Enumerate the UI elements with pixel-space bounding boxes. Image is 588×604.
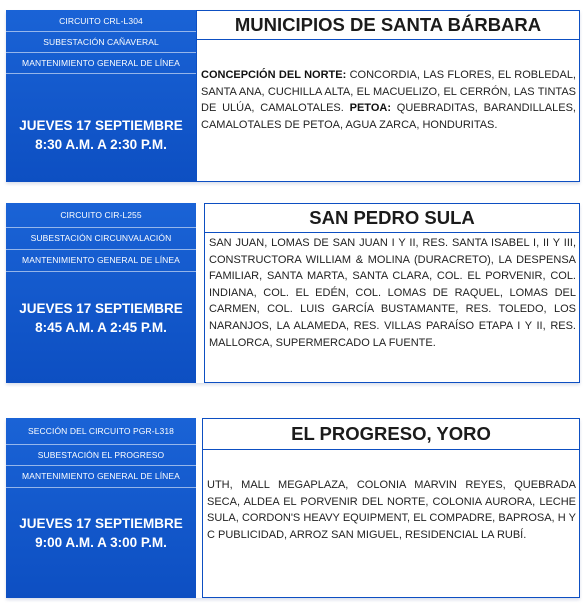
card-1-municipality-2: PETOA: bbox=[343, 102, 391, 115]
card-2-maintenance: MANTENIMIENTO GENERAL DE LÍNEA bbox=[6, 249, 196, 272]
card-2-info-panel bbox=[6, 203, 196, 383]
card-2-areas: SAN JUAN, LOMAS DE SAN JUAN I Y II, RES. SANTA ISABEL I, II Y III, CONSTRUCTORA WILLIAM & MOLINA (DURACRETO), LA DESPENSA FAMILIAR, SANTA MARTA, SANTA CLARA, COL. EL PORVENIR, COL. INDIANA, COL. EL EDÉN, COL. LOMAS DE RAQUEL, LOMAS DEL CARMEN, COL. LUIS GARCÍA BUSTAMANTE, RES. TOLEDO, LOS NARANJOS, LA ALAMEDA, RES. VILLAS PARAÍSO ETAPA I Y II, RES. MALLORCA, SUPERMERCADO LA FUENTE. bbox=[209, 237, 576, 349]
card-2-time: 8:45 A.M. A 2:45 P.M. bbox=[35, 320, 167, 335]
card-3-info-panel bbox=[6, 418, 196, 598]
card-1-substation: SUBESTACIÓN CAÑAVERAL bbox=[6, 31, 196, 53]
card-1-areas bbox=[201, 67, 576, 133]
card-1-time: 8:30 A.M. A 2:30 P.M. bbox=[35, 137, 167, 152]
card-1-areas-text-2: QUEBRADITAS, BARANDILLALES, CAMALOTALES DE PETOA, AGUA ZARCA, HONDURITAS. bbox=[201, 102, 576, 131]
card-2-date: JUEVES 17 SEPTIEMBRE bbox=[19, 301, 183, 316]
outage-card-3 bbox=[6, 418, 580, 598]
card-1-info-panel bbox=[6, 10, 196, 182]
outage-card-1 bbox=[6, 10, 580, 182]
card-1-title: MUNICIPIOS DE SANTA BÁRBARA bbox=[197, 11, 579, 40]
card-1-maintenance: MANTENIMIENTO GENERAL DE LÍNEA bbox=[6, 52, 196, 74]
card-2-title: SAN PEDRO SULA bbox=[205, 204, 579, 233]
card-3-content bbox=[202, 418, 580, 598]
card-3-maintenance: MANTENIMIENTO GENERAL DE LÍNEA bbox=[6, 465, 196, 488]
card-2-circuit: CIRCUITO CIR-L255 bbox=[6, 203, 196, 228]
card-1-areas-text-1: CONCORDIA, LAS FLORES, EL ROBLEDAL, SANTA ANA, CUCHILLA ALTA, EL MACUELIZO, EL CERRÓN, LAS TINTAS DE ULÚA, CAMALOTALES. bbox=[201, 69, 576, 115]
card-1-date: JUEVES 17 SEPTIEMBRE bbox=[19, 118, 183, 133]
card-2-content bbox=[204, 203, 580, 383]
card-1-content bbox=[196, 10, 580, 182]
card-3-title: EL PROGRESO, YORO bbox=[203, 419, 579, 450]
card-1-circuit: CIRCUITO CRL-L304 bbox=[6, 10, 196, 32]
outage-card-2 bbox=[6, 203, 580, 383]
card-3-areas: UTH, MALL MEGAPLAZA, COLONIA MARVIN REYES, QUEBRADA SECA, ALDEA EL PORVENIR DEL NORTE, COLONIA AURORA, LECHE SULA, CORDON'S HEAVY EQUIPMENT, EL COMPADRE, BAPROSA, H Y C PUBLICIDAD, ARROZ SAN MIGUEL, RESIDENCIAL LA RUBÍ. bbox=[207, 479, 576, 541]
card-3-time: 9:00 A.M. A 3:00 P.M. bbox=[35, 535, 167, 550]
card-3-circuit: SECCIÓN DEL CIRCUITO PGR-L318 bbox=[6, 418, 196, 445]
card-1-municipality-1: CONCEPCIÓN DEL NORTE: bbox=[201, 69, 347, 81]
card-3-date: JUEVES 17 SEPTIEMBRE bbox=[19, 516, 183, 531]
card-2-substation: SUBESTACIÓN CIRCUNVALACIÓN bbox=[6, 227, 196, 250]
card-3-substation: SUBESTACIÓN EL PROGRESO bbox=[6, 444, 196, 466]
